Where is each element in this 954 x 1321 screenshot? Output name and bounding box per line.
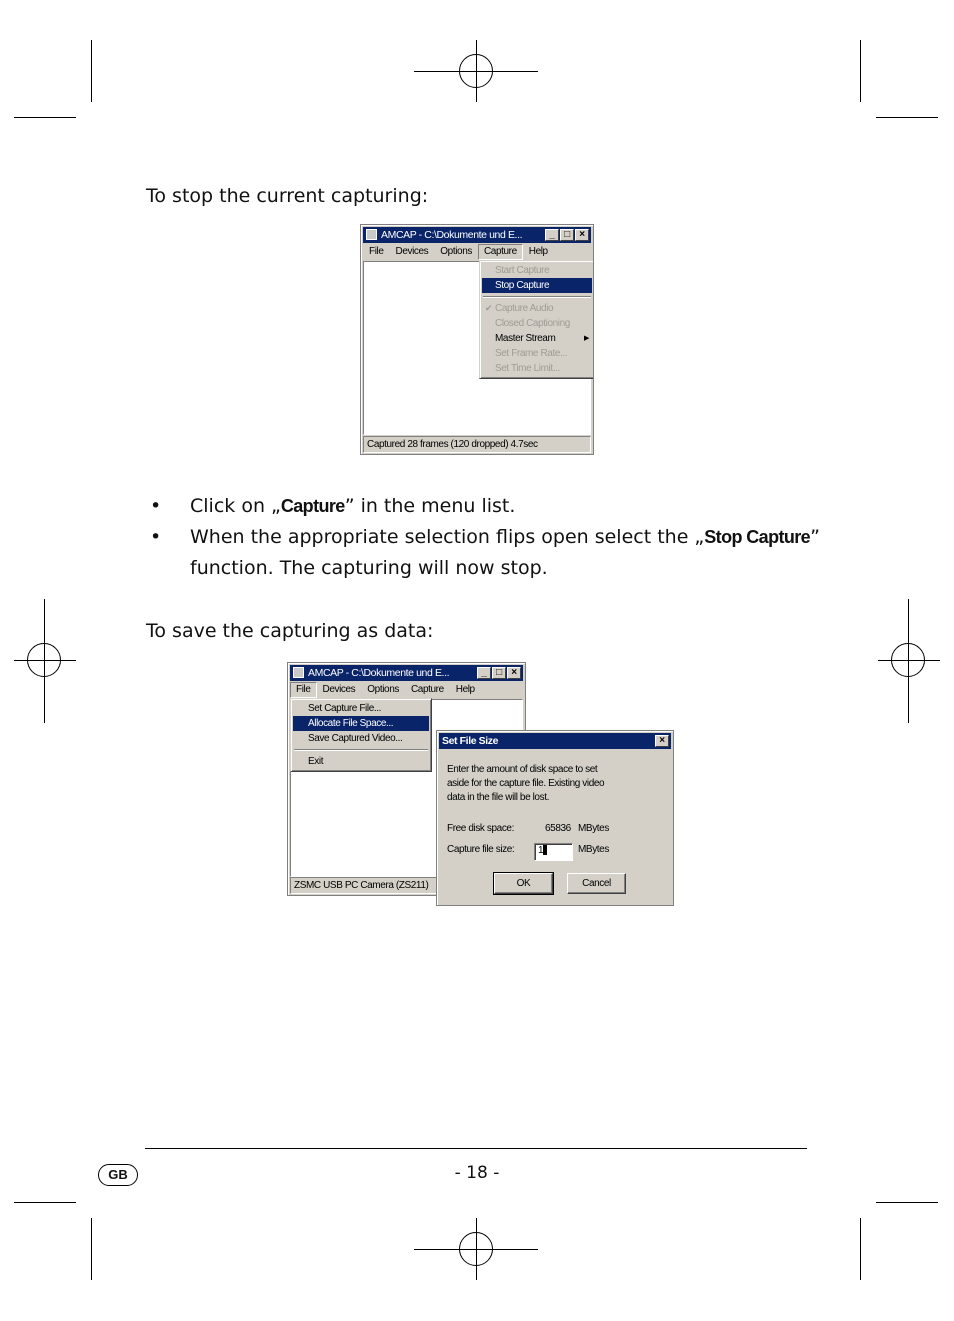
menu-item-save-captured-video[interactable]: Save Captured Video... [308,733,403,744]
menu-item-exit[interactable]: Exit [308,756,324,767]
menu-separator [483,296,591,298]
footer-rule [145,1148,807,1149]
instruction-text: ” in the menu list. [344,495,516,517]
menu-bar [363,244,591,260]
dialog-title: Set File Size [442,735,499,747]
language-badge: GB [98,1164,138,1186]
emphasis-capture: Capture [280,496,345,516]
menu-capture[interactable]: Capture [410,684,444,695]
menu-item-label: Master Stream [495,333,556,344]
menu-capture[interactable]: Capture [478,244,523,260]
instruction-stop-capture-line2: function. The capturing will now stop. [190,557,548,579]
menu-separator [294,749,428,751]
instruction-text: When the appropriate selection flips open select the „ [190,526,705,548]
menu-item-capture-audio[interactable] [482,301,592,316]
menu-item-set-capture-file[interactable]: Set Capture File... [308,703,381,714]
free-disk-space-label: Free disk space: [447,823,514,834]
amcap-window-capture-menu [360,224,594,455]
menu-options[interactable]: Options [440,246,472,257]
status-bar: ZSMC USB PC Camera (ZS211) [290,877,523,894]
free-disk-space-value: 65836 [545,823,571,834]
maximize-button[interactable]: □ [560,229,574,241]
close-button[interactable]: × [575,229,589,241]
crop-mark-top-right-v [860,40,861,102]
window-title: AMCAP - C:\Dokumente und E... [308,667,450,679]
checkmark-icon: ✔ [485,303,493,313]
menu-item-set-frame-rate[interactable]: Set Frame Rate... [495,348,568,359]
dialog-message-line-1: Enter the amount of disk space to set [447,764,598,775]
window-title: AMCAP - C:\Dokumente und E... [381,229,523,241]
stop-capture-heading: To stop the current capturing: [146,185,429,207]
status-bar: Captured 28 frames (120 dropped) 4.7sec [363,436,591,453]
menu-item-allocate-file-space[interactable]: Allocate File Space... [293,716,429,731]
window-titlebar [363,227,591,243]
menu-item-closed-captioning[interactable]: Closed Captioning [495,318,570,329]
menu-file[interactable]: File [290,682,317,698]
menu-item-stop-capture[interactable]: Stop Capture [482,278,592,293]
menu-file[interactable]: File [369,246,384,257]
set-file-size-dialog [436,730,674,906]
dialog-message-line-2: aside for the capture file. Existing video [447,778,605,789]
bullet-marker: • [150,495,162,517]
window-titlebar [290,665,523,681]
save-capture-heading: To save the capturing as data: [146,620,434,642]
crop-mark-top-left-h [14,117,76,118]
instruction-text: Click on „ [190,495,281,517]
minimize-button[interactable]: _ [545,229,559,241]
crop-mark-bottom-right-h [876,1202,938,1203]
dialog-close-button[interactable]: × [655,735,669,747]
capture-file-size-value: 1 [538,845,544,856]
amcap-app-icon [293,667,304,678]
capture-file-size-input[interactable] [534,843,573,861]
emphasis-stop-capture: Stop Capture [704,527,811,547]
capture-file-size-unit: MBytes [578,844,609,855]
menu-bar [290,682,523,698]
ok-button[interactable]: OK [494,873,553,894]
file-dropdown-menu [290,698,432,772]
maximize-button[interactable]: □ [492,667,506,679]
crop-mark-top-right-h [876,117,938,118]
menu-item-set-time-limit[interactable]: Set Time Limit... [495,363,560,374]
menu-item-master-stream[interactable] [482,331,592,346]
dialog-message-line-3: data in the file will be lost. [447,792,549,803]
menu-devices[interactable]: Devices [322,684,356,695]
crop-mark-bottom-left-h [14,1202,76,1203]
amcap-app-icon [366,229,377,240]
instruction-text: ” [810,526,820,548]
close-button[interactable]: × [507,667,521,679]
instruction-click-capture [190,494,515,518]
submenu-arrow-icon: ▶ [584,335,589,342]
cancel-button[interactable]: Cancel [567,873,626,894]
text-caret-icon [543,845,547,855]
capture-dropdown-menu [479,260,594,379]
instruction-stop-capture [190,525,820,549]
minimize-button[interactable]: _ [477,667,491,679]
free-disk-space-unit: MBytes [578,823,609,834]
menu-help[interactable]: Help [528,246,548,257]
menu-devices[interactable]: Devices [395,246,429,257]
bullet-marker: • [150,526,162,548]
dialog-titlebar [439,733,671,749]
page-number: - 18 - [454,1163,500,1183]
capture-file-size-label: Capture file size: [447,844,515,855]
menu-item-label: Capture Audio [495,303,554,314]
crop-mark-bottom-right-v [860,1218,861,1280]
crop-mark-top-left-v [91,40,92,102]
crop-mark-bottom-left-v [91,1218,92,1280]
menu-help[interactable]: Help [455,684,475,695]
menu-item-start-capture[interactable]: Start Capture [495,265,550,276]
menu-options[interactable]: Options [367,684,399,695]
